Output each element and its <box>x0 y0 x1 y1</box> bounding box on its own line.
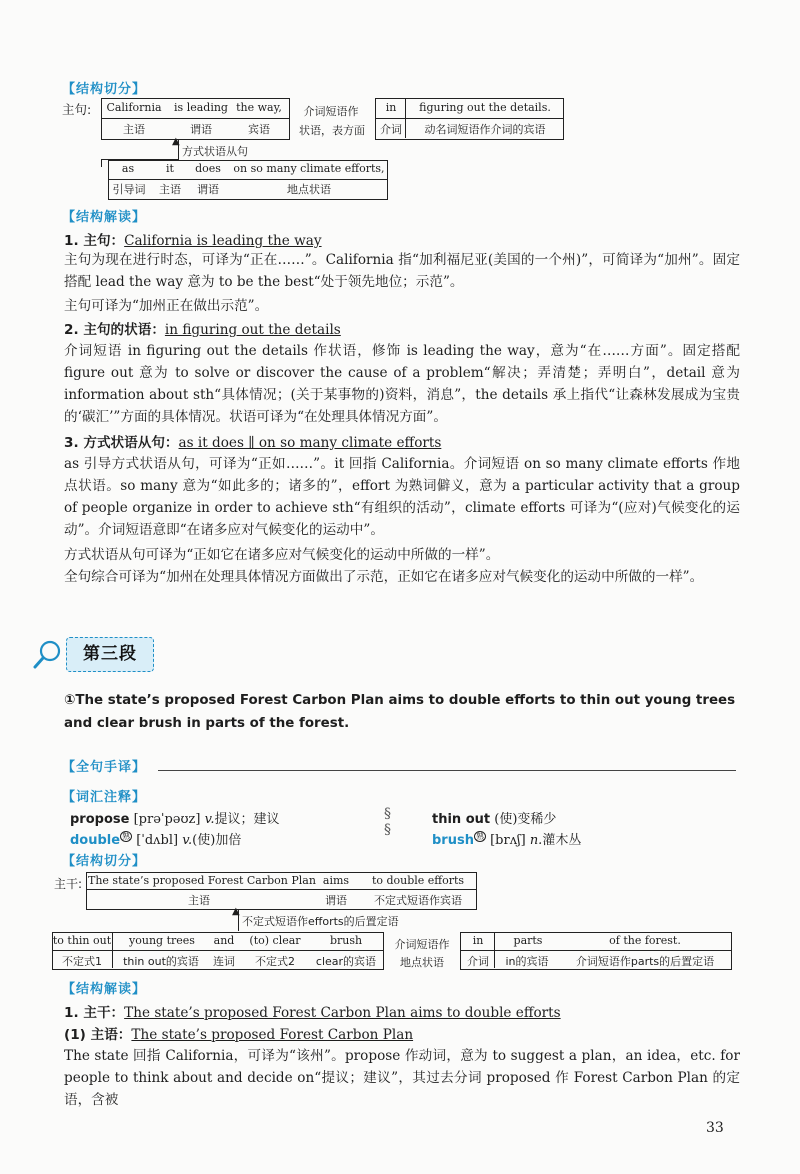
structure-split-heading-2: 【结构切分】 <box>62 854 147 869</box>
explain2-subject-heading: (1) 主语：The state’s proposed Forest Carbon Plan <box>64 1027 414 1043</box>
sub-does-tag: 谓语 <box>197 183 219 196</box>
section-3-title: 第三段 <box>83 644 137 664</box>
prep2-forest-tag: 介词短语作parts的后置定语 <box>575 955 715 968</box>
inf1-tag: 不定式1 <box>62 955 102 968</box>
subject-tag: 主语 <box>123 123 145 136</box>
explain-1-heading: 1. 主句：California is leading the way <box>64 233 322 249</box>
inf1-object-word: young trees <box>129 934 195 947</box>
explain-3-para: as 引导方式状语从句，可译为“正如……”。it 回指 California。介词短语 on so many climate efforts 作地点状语。so many 意为“如此多的；诸多的”，effort 为熟词僻义，意为 a particular activity that a group of people organize in order to achieve sth“有组织的活动”，climate efforts 可译为“(应对)气候变化的运动”。介词短语意即“在诸多应对气候变化的运动中”。 <box>64 456 740 538</box>
vocab-item-thin-out: thin out (使)变稀少 <box>432 812 557 827</box>
explain-1-summary: 主句可译为“加州正在做出示范”。 <box>64 298 269 314</box>
section-3-badge <box>66 637 154 672</box>
familiar-word-badge: 熟 <box>475 831 484 841</box>
structure-explain-heading-2: 【结构解读】 <box>62 982 147 997</box>
manner-clause-arrow-label: 方式状语从句 <box>182 145 248 158</box>
magnifier-icon <box>32 638 64 676</box>
structure-explain-heading: 【结构解读】 <box>62 210 147 225</box>
sub-place-tag: 地点状语 <box>287 183 331 196</box>
trunk-predicate-word: aims <box>322 874 350 887</box>
prep2-parts-tag: in的宾语 <box>505 955 549 968</box>
vocab-divider-icon: § § <box>384 806 391 838</box>
explain-3-heading: 3. 方式状语从句：as it does ∥ on so many climate efforts <box>64 435 442 451</box>
familiar-word-badge: 熟 <box>122 831 131 841</box>
trunk-object-word: to double efforts <box>371 874 465 887</box>
sub-as-tag: 引导词 <box>112 183 146 196</box>
sub-does-word: does <box>195 162 221 175</box>
subject-word: California <box>106 101 162 114</box>
infinitive-arrow-label: 不定式短语作efforts的后置定语 <box>242 915 399 928</box>
trunk-object-tag: 不定式短语作宾语 <box>374 894 462 907</box>
inf1-word: to thin out <box>52 934 112 947</box>
prep2-forest-word: of the forest. <box>609 934 681 947</box>
prep-tag: 介词 <box>380 123 402 136</box>
prep2-tag-bottom: 地点状语 <box>400 956 444 969</box>
prep-phrase-tag-top: 介词短语作 <box>303 105 359 118</box>
explain-2-heading: 2. 主句的状语：in figuring out the details <box>64 322 341 338</box>
translation-blank-line[interactable] <box>158 770 736 771</box>
predicate-tag: 谓语 <box>190 123 212 136</box>
trunk-predicate-tag: 谓语 <box>325 894 347 907</box>
main-trunk-label: 主干: <box>54 877 83 891</box>
prep2-in-word: in <box>472 934 484 947</box>
prep2-parts-word: parts <box>513 934 543 947</box>
vocab-heading: 【词汇注释】 <box>62 790 147 805</box>
explain2-1-heading: 1. 主干：The state’s proposed Forest Carbon Plan aims to double efforts <box>64 1005 561 1021</box>
full-translation-summary: 全句综合可译为“加州在处理具体情况方面做出了示范，正如它在诸多应对气候变化的运动中所做的一样”。 <box>64 569 704 585</box>
vocab-item-propose: propose [prəˈpəʊz] v.提议；建议 <box>70 812 280 827</box>
main-clause-label: 主句: <box>62 102 92 117</box>
trunk-subject-word: The state’s proposed Forest Carbon Plan <box>88 874 316 887</box>
object-word: the way, <box>236 101 282 114</box>
explain-2-para: 介词短语 in figuring out the details 作状语，修饰 is leading the way，意为“在……方面”。固定搭配 figure out 意为 to solve or discover the cause of a problem“解决；弄清楚；弄明白”，detail 意为 information about sth“具体情况；(关于某事物的)资料，消息”，the details 承上指代“让森林发展成为宝贵的‘碳汇’”方面的具体情况。状语可译为“在处理具体情况方面”。 <box>64 343 740 425</box>
conj-tag: 连词 <box>213 955 235 968</box>
sentence-1: ①The state’s proposed Forest Carbon Plan aims to double efforts to thin out young trees and clear brush in parts of the forest. <box>64 693 736 731</box>
vocab-item-brush: brush $^熟$ [brʌʃ] n.灌木丛 <box>432 831 582 848</box>
prep-phrase-tag-bottom: 状语，表方面 <box>299 124 365 137</box>
object-tag: 宾语 <box>248 123 270 136</box>
prep-object-word: figuring out the details. <box>419 101 551 114</box>
explain-3-summary: 方式状语从句可译为“正如它在诸多应对气候变化的运动中所做的一样”。 <box>64 547 500 563</box>
full-translation-heading: 【全句手译】 <box>62 760 147 775</box>
prep-in-word: in <box>385 101 397 114</box>
inf2-tag: 不定式2 <box>255 955 295 968</box>
prep-object-tag: 动名词短语作介词的宾语 <box>424 123 546 136</box>
explain2-subject-para: The state 回指 California，可译为“该州”。propose 作动词，意为 to suggest a plan，an idea，etc. for people to think about and decide on“提议；建议”，其过去分词 proposed 作 Forest Carbon Plan 的定语，含被 <box>64 1048 740 1108</box>
predicate-word: is leading <box>174 101 228 114</box>
inf2-object-word: brush <box>329 934 363 947</box>
inf2-object-tag: clear的宾语 <box>315 955 377 968</box>
inf1-object-tag: thin out的宾语 <box>123 955 199 968</box>
prep2-in-tag: 介词 <box>467 955 489 968</box>
sub-it-tag: 主语 <box>159 183 181 196</box>
trunk-subject-tag: 主语 <box>188 894 210 907</box>
sub-as-word: as <box>121 162 135 175</box>
sub-it-word: it <box>166 162 174 175</box>
page-number: 33 <box>706 1120 724 1136</box>
explain-1-para: 主句为现在进行时态，可译为“正在……”。California 指“加利福尼亚(美国的一个州)”，可简译为“加州”。固定搭配 lead the way 意为 to be the best“处于领先地位；示范”。 <box>64 252 740 290</box>
inf2-word: (to) clear <box>249 934 301 947</box>
sub-place-word: on so many climate efforts, <box>233 162 385 175</box>
prep2-tag-top: 介词短语作 <box>394 938 450 951</box>
structure-split-heading: 【结构切分】 <box>62 82 147 97</box>
vocab-item-double: double $^熟$ [ˈdʌbl] v.(使)加倍 <box>70 831 242 848</box>
conj-word: and <box>213 934 235 947</box>
